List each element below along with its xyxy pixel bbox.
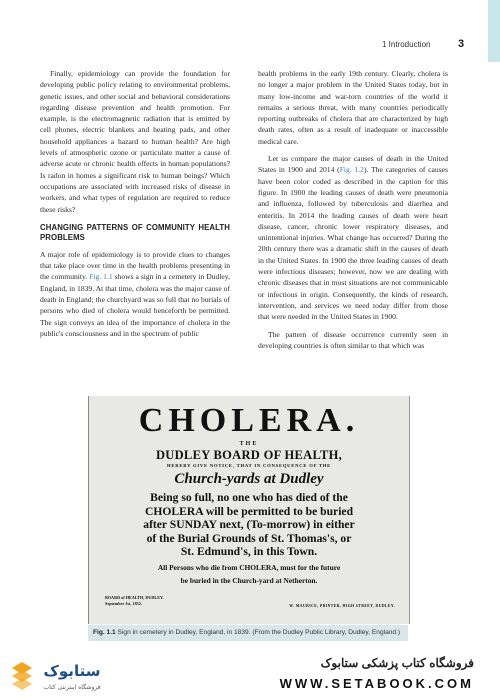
right-column xyxy=(258,68,448,357)
poster-printer: W. MAURICE, PRINTER, HIGH STREET, DUDLEY. xyxy=(289,604,395,608)
paragraph-public-policy: Finally, epidemiology can provide the foundation for developing public policy relating to environmental problems, genetic issues, and other social and behavioral considerations regarding disease prevention and health promotion. For example, is the electromagnetic radiation that is emitted by cell phones, electric blankets and heating pads, and other household appliances a hazard to human health? Are high levels of atmospheric ozone or particulate matter a cause of adverse acute or chronic health effects in human populations? Is radon in homes a significant risk to human beings? Which occupations are associated with increased risks of disease in workers, and what types of regulation are required to reduce these risks? xyxy=(40,69,230,214)
poster-board-name: DUDLEY BOARD OF HEALTH, xyxy=(155,448,343,462)
publisher-footer xyxy=(0,648,500,700)
paragraph-cholera-sign xyxy=(40,249,230,339)
poster-signature xyxy=(105,595,164,606)
poster-body-line: of the Burial Grounds of St. Thomas's, or xyxy=(146,531,352,545)
paragraph-cholera-today: health problems in the early 19th century. Clearly, cholera is no longer a major problem in the United States today, but in many low-income and war-torn countries of the world it remains a serious threat, with many countries periodically reporting outbreaks of cholera that are characterized by high death rates, often as a result of inadequate or inaccessible medical care. xyxy=(258,69,448,146)
paragraph-text: shows a sign in a cemetery in Dudley, England, in 1839. At that time, cholera was the major cause of death in England; the churchyard was so full that no burials of persons who died of cholera would henceforth be permitted. The sign conveys an idea of the importance of cholera in the public's consciousness and in the spectrum of public xyxy=(40,272,230,338)
svg-text:فروشگاه اینترنتی کتاب: فروشگاه اینترنتی کتاب xyxy=(43,684,101,691)
poster-footnote: All Persons who die from CHOLERA, must for the future xyxy=(157,562,341,572)
fig-1-1-link[interactable]: Fig. 1.1 xyxy=(89,272,113,282)
caption-label: Fig. 1.1 xyxy=(93,629,116,636)
caption-text: Sign in cemetery in Dudley, England, in 1839. (From the Dudley Public Library, Dudley, England.) xyxy=(115,629,401,636)
chapter-label: 1 Introduction xyxy=(382,40,431,49)
poster-body-line: CHOLERA will be permitted to be buried xyxy=(144,504,354,518)
poster-title: CHOLERA. xyxy=(138,402,360,439)
poster-signature-line: BOARD of HEALTH, DUDLEY. xyxy=(105,595,164,600)
poster-body-line: after SUNDAY next, (To-morrow) in either xyxy=(143,518,355,532)
paragraph-developing-countries: The pattern of disease occurrence currently seen in developing countries is often similar to that which was xyxy=(258,329,448,350)
shop-url[interactable]: WWW.SETABOOK.COM xyxy=(279,676,474,691)
left-column xyxy=(40,68,230,345)
poster-footnote: be buried in the Church-yard at Netherton. xyxy=(180,575,318,585)
running-header xyxy=(0,38,500,54)
figure-caption xyxy=(88,625,408,641)
shop-name: فروشگاه کتاب پزشکی ستابوک xyxy=(320,656,474,670)
paragraph-text: ). The categories of causes have been color coded as described in the caption for this figure. In 1900 the leading causes of death were pneumonia and influenza, followed by tuberculosis and diarrhea and enteritis. In 2014 the leading causes of death were heart disease, cancer, chronic lower respiratory diseases, and unintentional injuries. What change has occurred? During the 20th century there was a dramatic shift in the causes of death in the United States. In 1900 the three leading causes of death were infectious diseases; however, now we are dealing with chronic diseases that in most situations are not communicable or infectious in origin. Consequently, the kinds of research, intervention, and services we need today differ from those that were needed in the United States in 1900. xyxy=(258,165,449,322)
paragraph-text: Let us compare the major causes of death in the United States in 1900 and 2014 ( xyxy=(258,154,448,175)
fig-1-2-link[interactable]: Fig. 1.2 xyxy=(339,165,364,175)
poster-body-line: St. Edmund's, in this Town. xyxy=(180,545,318,559)
section-heading: CHANGING PATTERNS OF COMMUNITY HEALTH PROBLEMS xyxy=(40,222,230,242)
poster-notice: HEREBY GIVE NOTICE, THAT IN CONSEQUENCE OF THE xyxy=(166,463,331,468)
cholera-poster-image xyxy=(88,396,410,624)
poster-churchyards: Church-yards at Dudley xyxy=(174,471,324,487)
setabook-logo xyxy=(8,654,128,696)
poster-signature-date: September 1st, 1832. xyxy=(105,600,142,606)
paragraph-causes-of-death xyxy=(258,153,448,322)
paragraph-text: A major role of epidemiology is to provide clues to changes that take place over time in the health problems presenting in the community. xyxy=(40,249,230,282)
poster-body-line: Being so full, no one who has died of the xyxy=(150,491,348,504)
svg-text:ستابوک: ستابوک xyxy=(43,662,101,680)
poster-the: THE xyxy=(239,441,259,447)
page-number: 3 xyxy=(458,38,465,50)
